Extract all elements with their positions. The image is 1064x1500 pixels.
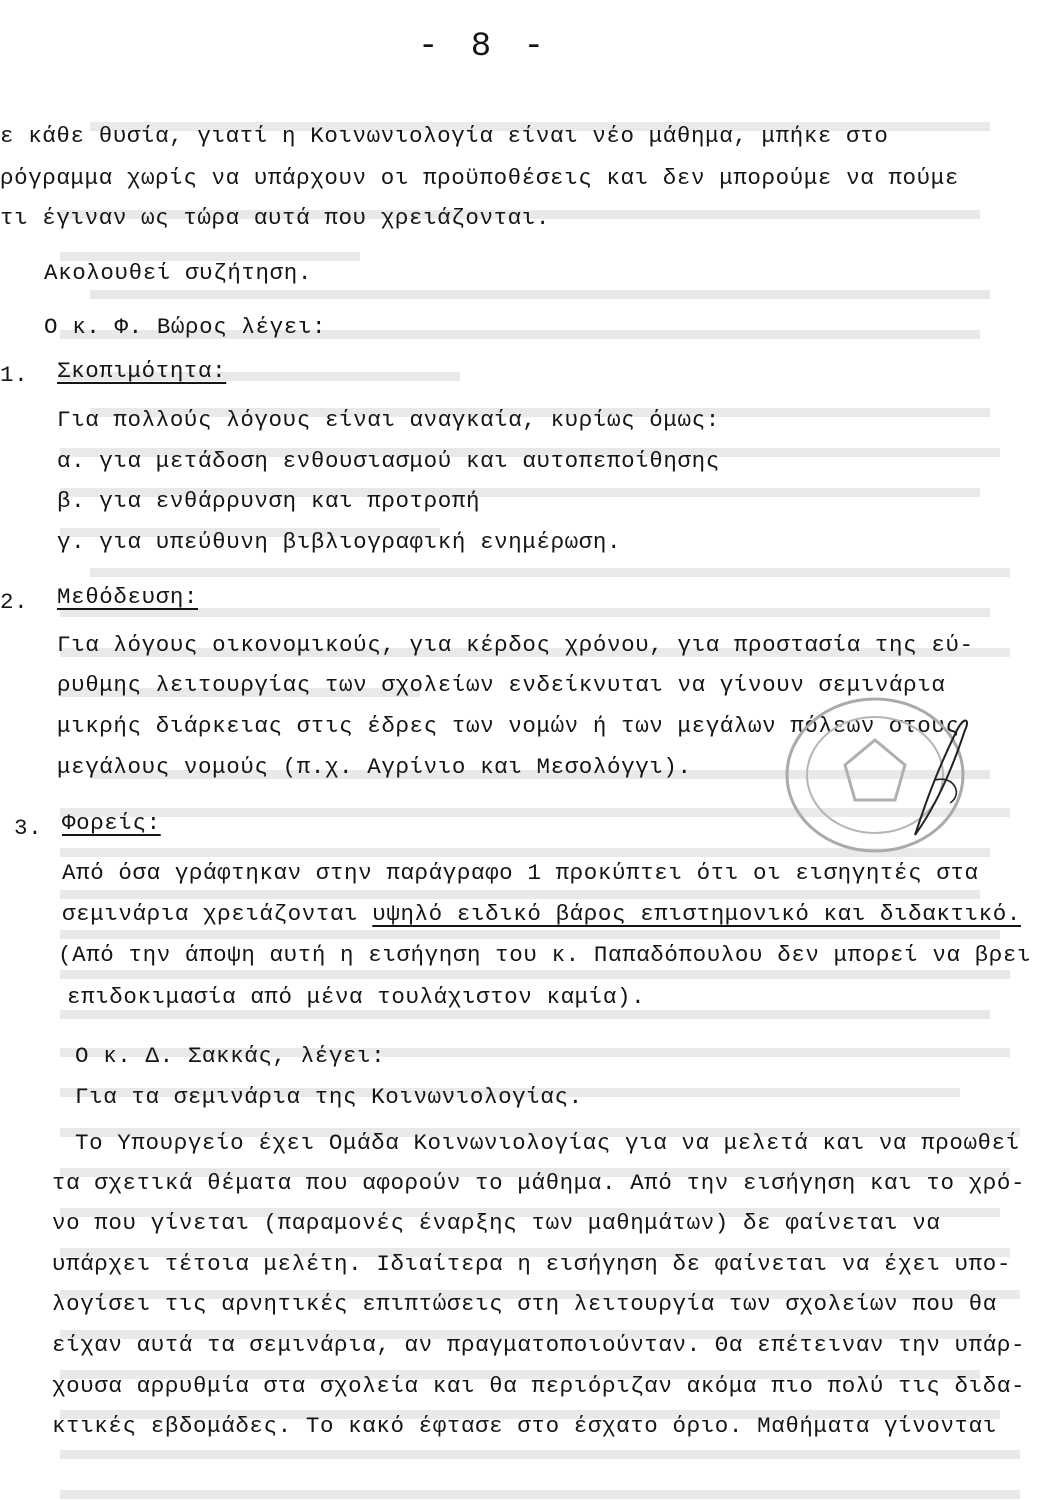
- text-line: είχαν αυτά τα σεμινάρια, αν πραγματοποιούνταν. Θα επέτειναν την υπάρ-: [52, 1332, 1026, 1358]
- text-line: ε κάθε θυσία, γιατί η Κοινωνιολογία είναι νέο μάθημα, μπήκε στο: [0, 123, 889, 149]
- text-line: Ακολουθεί συζήτηση.: [44, 260, 312, 286]
- section-heading: Φορείς:: [62, 810, 161, 836]
- list-item: γ. για υπεύθυνη βιβλιογραφική ενημέρωση.: [57, 529, 622, 555]
- text-line: τι έγιναν ως τώρα αυτά που χρειάζονται.: [0, 205, 550, 231]
- text-line: νο που γίνεται (παραμονές έναρξης των μαθημάτων) δε φαίνεται να: [52, 1210, 941, 1236]
- section-heading: Σκοπιμότητα:: [57, 358, 227, 384]
- speaker-line: Ο κ. Φ. Βώρος λέγει:: [44, 314, 327, 340]
- text-line: ρυθμης λειτουργίας των σχολείων ενδείκνυται να γίνουν σεμινάρια: [57, 672, 946, 698]
- text-line: [62, 899, 1021, 929]
- text-line: τα σχετικά θέματα που αφορούν το μάθημα. Από την εισήγηση και το χρό-: [52, 1170, 1026, 1196]
- text-line: υπάρχει τέτοια μελέτη. Ιδιαίτερα η εισήγηση δε φαίνεται να έχει υπο-: [52, 1251, 1011, 1277]
- official-stamp: [765, 685, 975, 855]
- text-line: λογίσει τις αρνητικές επιπτώσεις στη λειτουργία των σχολείων που θα: [52, 1291, 997, 1317]
- section-intro: Για πολλούς λόγους είναι αναγκαία, κυρίως όμως:: [57, 407, 720, 433]
- text-line: (Από την άποψη αυτή η εισήγηση του κ. Παπαδόπουλου δεν μπορεί να βρει: [58, 942, 1032, 968]
- speaker-line: Ο κ. Δ. Σακκάς, λέγει:: [75, 1043, 386, 1069]
- text-line: χουσα αρρυθμία στα σχολεία και θα περιόριζαν ακόμα πιο πολύ τις διδα-: [52, 1373, 1026, 1399]
- text-line: κτικές εβδομάδες. Το κακό έφτασε στο έσχατο όριο. Μαθήματα γίνονται: [52, 1413, 997, 1439]
- list-item: α. για μετάδοση ενθουσιασμού και αυτοπεποίθησης: [57, 448, 720, 474]
- text-line: ρόγραμμα χωρίς να υπάρχουν οι προϋποθέσεις και δεν μπορούμε να πούμε: [0, 165, 959, 191]
- text-line: επιδοκιμασία από μένα τουλάχιστον καμία).: [67, 984, 646, 1010]
- section-heading: Μεθόδευση:: [57, 584, 199, 610]
- page-number: - 8 -: [418, 28, 551, 66]
- section-number: 3.: [14, 815, 43, 841]
- section-number: 2.: [0, 589, 29, 615]
- underlined-phrase: υψηλό ειδικό βάρος επιστημονικό και διδακτικό.: [372, 901, 1021, 927]
- section-number: 1.: [0, 362, 29, 388]
- text-line: Το Υπουργείο έχει Ομάδα Κοινωνιολογίας για να μελετά και να προωθεί: [75, 1130, 1020, 1156]
- text-line: Από όσα γράφτηκαν στην παράγραφο 1 προκύπτει ότι οι εισηγητές στα: [62, 860, 979, 886]
- text-line: Για λόγους οικονομικούς, για κέρδος χρόνου, για προστασία της εύ-: [57, 632, 974, 658]
- topic-line: Για τα σεμινάρια της Κοινωνιολογίας.: [75, 1084, 583, 1110]
- text-line: μεγάλους νομούς (π.χ. Αγρίνιο και Μεσολόγγι).: [57, 754, 692, 780]
- text-line: μικρής διάρκειας στις έδρες των νομών ή των μεγάλων πόλεων στους: [57, 713, 960, 739]
- text-plain: σεμινάρια χρειάζονται: [62, 901, 373, 927]
- list-item: β. για ενθάρρυνση και προτροπή: [57, 488, 481, 514]
